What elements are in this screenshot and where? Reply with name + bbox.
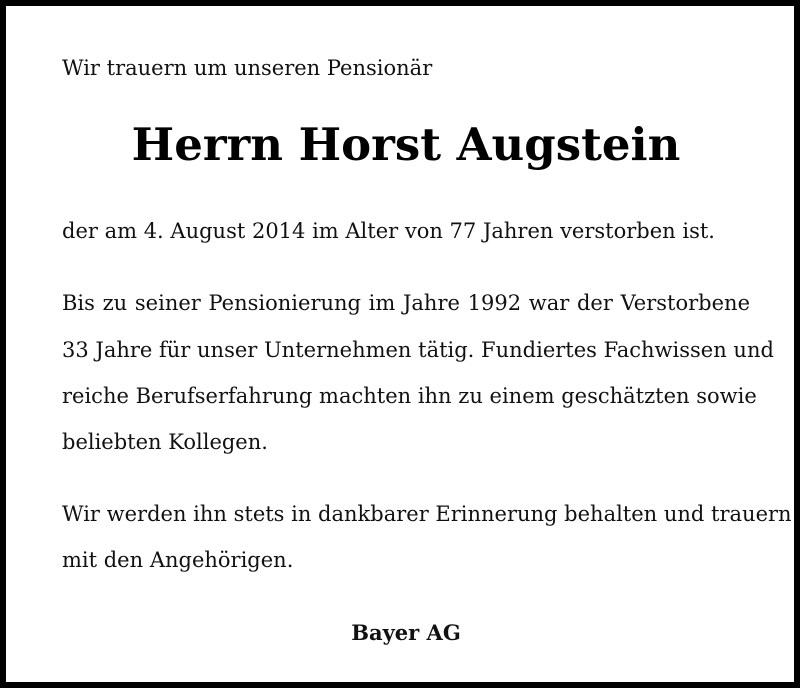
career-line-1: Bis zu seiner Pensionierung im Jahre 1992 war der Verstorbene — [62, 291, 750, 315]
career-line-2: 33 Jahre für unser Unternehmen tätig. Fundiertes Fachwissen und — [62, 338, 774, 362]
deceased-name: Herrn Horst Augstein — [131, 118, 681, 171]
date-line: der am 4. August 2014 im Alter von 77 Jahren verstorben ist. — [62, 219, 715, 243]
intro-line: Wir trauern um unseren Pensionär — [62, 56, 433, 80]
closing-line-1: Wir werden ihn stets in dankbarer Erinnerung behalten und trauern — [62, 502, 792, 526]
closing-line-2: mit den Angehörigen. — [62, 548, 294, 572]
career-line-4: beliebten Kollegen. — [62, 430, 268, 454]
signature: Bayer AG — [351, 620, 461, 645]
career-line-3: reiche Berufserfahrung machten ihn zu einem geschätzten sowie — [62, 384, 757, 408]
